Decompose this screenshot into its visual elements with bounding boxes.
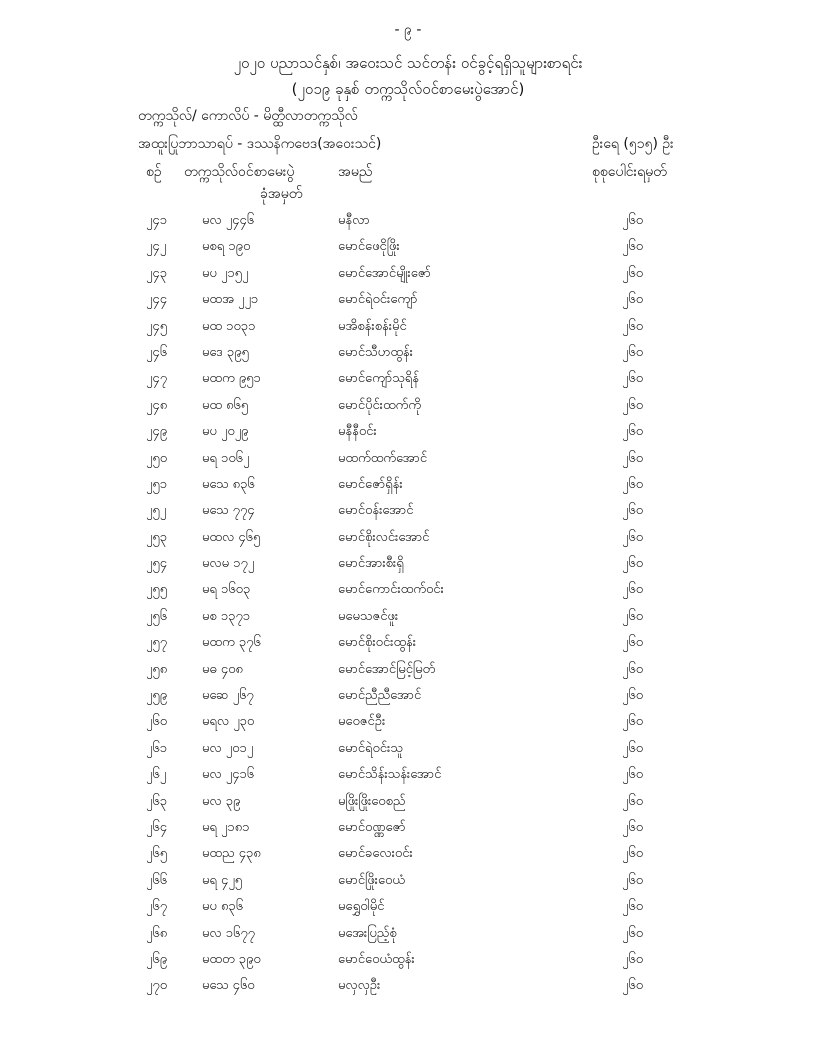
serial-number-cell: ၂၅၉ [146,688,168,704]
student-name-cell: မောင်ညီညီအောင် [338,688,422,704]
roll-number-cell: မလ ၃၉ [202,793,241,809]
table-row [0,238,816,264]
serial-number-cell: ၂၅၂ [146,503,167,519]
roll-number-cell: မဓ ၄၀၈ [202,661,243,677]
table-row [0,713,816,739]
table-row [0,423,816,449]
serial-number-cell: ၂၄၂ [146,239,167,255]
student-name-cell: မောင်သိန်းသန်းအောင် [338,767,442,783]
total-score-cell: ၂၆၀ [622,688,644,704]
serial-number-cell: ၂၅၁ [146,476,168,492]
roll-number-cell: မသေ ၈၃၆ [202,476,255,492]
table-row [0,951,816,977]
roll-number-cell: မပ ၂၁၅၂ [202,265,249,281]
serial-number-cell: ၂၆၃ [146,793,168,809]
table-row [0,977,816,1003]
student-list [0,212,816,1004]
total-score-cell: ၂၆၀ [622,529,644,545]
serial-number-cell: ၂၄၃ [146,265,168,281]
roll-number-cell: မပ ၈၃၆ [202,899,244,915]
total-score-cell: ၂၆၀ [622,793,644,809]
total-score-cell: ၂၆၀ [622,213,644,228]
document-title: ၂၀၂၀ ပညာသင်နှစ်၊ အဝေးသင် သင်တန်း ဝင်ခွင့်ရရှိသူများစာရင်း [233,54,583,72]
student-name-cell: မောင်ဝန်းအောင် [338,503,414,519]
column-header-total-score: စုစုပေါင်းရမှတ် [592,164,667,180]
university-line: တက္ကသိုလ်/ ကောလိပ် - မိတ္ထီလာတက္ကသိုလ် [138,108,358,124]
total-score-cell: ၂၆၀ [622,503,644,519]
total-score-cell: ၂၆၀ [622,899,644,915]
student-name-cell: မောင်ကောင်းထက်ဝင်း [338,582,444,598]
total-score-cell: ၂၆၀ [622,951,644,967]
table-row [0,476,816,502]
roll-number-cell: မထက ၃၇၆ [202,635,261,651]
roll-number-cell: မပ ၂၀၂၉ [202,424,249,440]
student-name-cell: မဖြိုးဖြိုးဝေစည် [338,793,406,809]
student-name-cell: မောင်ကျော်သုရိန် [338,371,419,387]
table-row [0,265,816,291]
student-name-cell: မောင်ဝေယံထွန်း [338,951,415,967]
serial-number-cell: ၂၄၁ [146,213,168,228]
roll-number-cell: မသေ ၄၆၀ [202,978,255,994]
roll-number-cell: မလ ၂၀၁၂ [202,740,254,756]
student-name-cell: မောင်အောင်မျိုးဇော် [338,265,431,281]
student-name-cell: မောင်ဇော်ရှိန်း [338,476,403,492]
serial-number-cell: ၂၄၈ [146,397,168,413]
table-row [0,793,816,819]
serial-number-cell: ၂၅၄ [146,556,168,572]
total-score-cell: ၂၆၀ [622,846,644,862]
total-score-cell: ၂၆၀ [622,239,644,255]
roll-number-cell: မထ ၈၆၅ [202,397,249,413]
serial-number-cell: ၂၅၅ [146,582,168,598]
serial-number-cell: ၂၆၄ [146,819,168,835]
table-row [0,608,816,634]
table-row [0,212,816,238]
serial-number-cell: ၂၄၆ [146,344,168,360]
table-row [0,925,816,951]
serial-number-cell: ၂၄၄ [146,292,168,308]
student-name-cell: မဝေဇင်ဦး [338,714,386,730]
student-name-cell: မလှလှဦး [338,978,381,994]
total-score-cell: ၂၆၀ [622,872,644,888]
student-name-cell: မရွှေဝါမိုင် [338,899,385,915]
student-name-cell: မောင်ဝဏ္ဏဇော် [338,819,406,835]
total-score-cell: ၂၆၀ [622,635,644,651]
roll-number-cell: မလ ၂၄၁၆ [202,767,255,783]
table-row [0,687,816,713]
serial-number-cell: ၂၆၁ [146,740,168,756]
roll-number-cell: မထက ၉၅၁ [202,371,261,387]
subject-line: အထူးပြုဘာသာရပ် - ဒဿနိကဗေဒ(အဝေးသင်) [138,136,382,152]
roll-number-cell: မစ ၁၃၇၁ [202,608,251,624]
total-score-cell: ၂၆၀ [622,608,644,624]
student-name-cell: မောင်စိုးဝင်းထွန်း [338,635,417,651]
roll-number-cell: မထည ၄၃၈ [202,846,261,862]
roll-number-cell: မရ ၄၂၅ [202,872,243,888]
roll-number-cell: မထတ ၃၉၀ [202,951,261,967]
serial-number-cell: ၂၆၀ [146,714,168,730]
page-number: - ၉ - [394,22,422,38]
student-name-cell: မနီလာ [338,213,370,228]
serial-number-cell: ၂၅၃ [146,529,168,545]
total-score-cell: ၂၆၀ [622,292,644,308]
serial-number-cell: ၂၅၇ [146,635,168,651]
student-name-cell: မောင်ဖေငိုဖြိုး [338,239,400,255]
table-row [0,845,816,871]
total-score-cell: ၂၆၀ [622,450,644,466]
student-name-cell: မနီနီဝင်း [338,424,377,440]
serial-number-cell: ၂၆၈ [146,925,168,941]
student-name-cell: မောင်ရဲဝင်းသူ [338,740,403,756]
serial-number-cell: ၂၄၅ [146,318,168,334]
total-score-cell: ၂၆၀ [622,556,644,572]
roll-number-cell: မရလ ၂၃၀ [202,714,255,730]
column-header-roll-number-sub: ခုံအမှတ် [260,186,303,202]
serial-number-cell: ၂၆၅ [146,846,168,862]
student-name-cell: မောင်အားစီးရှိ [338,556,404,572]
roll-number-cell: မလ ၂၄၄၆ [202,213,255,228]
total-score-cell: ၂၆၀ [622,740,644,756]
table-row [0,740,816,766]
serial-number-cell: ၂၅၈ [146,661,168,677]
table-row [0,872,816,898]
roll-number-cell: မထလ ၄၆၅ [202,529,261,545]
serial-number-cell: ၂၄၇ [146,371,168,387]
student-name-cell: မောင်ခလေးဝင်း [338,846,413,862]
total-score-cell: ၂၆၀ [622,476,644,492]
roll-number-cell: မရ ၁၆၀၃ [202,582,251,598]
serial-number-cell: ၂၆၉ [146,951,168,967]
student-name-cell: မောင်အောင်မြင့်မြတ် [338,661,436,677]
roll-number-cell: မထအ ၂၂၁ [202,292,259,308]
total-score-cell: ၂၆၀ [622,819,644,835]
student-name-cell: မောင်သီဟထွန်း [338,344,413,360]
table-row [0,661,816,687]
total-score-cell: ၂၆၀ [622,925,644,941]
column-header-serial: စဉ် [146,164,162,180]
roll-number-cell: မရ ၁၀၆၂ [202,450,250,466]
table-row [0,291,816,317]
total-score-cell: ၂၆၀ [622,661,644,677]
roll-number-cell: မလ ၁၆၇၇ [202,925,255,941]
table-row [0,819,816,845]
total-score-cell: ၂၆၀ [622,318,644,334]
table-row [0,344,816,370]
serial-number-cell: ၂၆၂ [146,767,167,783]
total-score-cell: ၂၆၀ [622,714,644,730]
roll-number-cell: မရ ၂၁၈၁ [202,819,250,835]
student-name-cell: မမေသဇင်ဖူး [338,608,399,624]
table-row [0,581,816,607]
table-row [0,318,816,344]
table-row [0,634,816,660]
table-row [0,898,816,924]
table-row [0,766,816,792]
roll-number-cell: မဆေ ၂၆၇ [202,688,254,704]
total-score-cell: ၂၆၀ [622,344,644,360]
total-score-cell: ၂၆၀ [622,424,644,440]
roll-number-cell: မစရ ၁၉၀ [202,239,251,255]
serial-number-cell: ၂၆၇ [146,899,168,915]
column-header-name: အမည် [338,164,373,180]
table-row [0,555,816,581]
total-count: ဦးရေ (၅၁၅) ဦး [592,136,674,152]
total-score-cell: ၂၆၀ [622,767,644,783]
roll-number-cell: မသေ ၇၇၄ [202,503,255,519]
column-header-roll-number: တက္ကသိုလ်ဝင်စာမေးပွဲ [184,164,295,180]
total-score-cell: ၂၆၀ [622,265,644,281]
total-score-cell: ၂၆၀ [622,397,644,413]
table-row [0,502,816,528]
table-row [0,529,816,555]
student-name-cell: မအေးပြည့်စုံ [338,925,397,941]
student-name-cell: မအိစန်းစန်းမိုင် [338,318,407,334]
roll-number-cell: မဒေ ၃၉၅ [202,344,249,360]
table-row [0,450,816,476]
total-score-cell: ၂၆၀ [622,371,644,387]
roll-number-cell: မလမ ၁၇၂ [202,556,255,572]
table-row [0,370,816,396]
serial-number-cell: ၂၅၀ [146,450,168,466]
student-name-cell: မထက်ထက်အောင် [338,450,428,466]
student-name-cell: မောင်ရဲဝင်းကျော် [338,292,418,308]
student-name-cell: မောင်ဖြိုးဝေယံ [338,872,405,888]
student-name-cell: မောင်စိုးလင်းအောင် [338,529,430,545]
total-score-cell: ၂၆၀ [622,582,644,598]
serial-number-cell: ၂၅၆ [146,608,168,624]
total-score-cell: ၂၆၀ [622,978,644,994]
serial-number-cell: ၂၄၉ [146,424,168,440]
student-name-cell: မောင်ပိုင်းထက်ကို [338,397,421,413]
document-subtitle: (၂၀၁၉ ခုနှစ် တက္ကသိုလ်ဝင်စာမေးပွဲအောင်) [291,80,525,98]
roll-number-cell: မထ ၁၀၃၁ [202,318,256,334]
serial-number-cell: ၂၇၀ [146,978,168,994]
serial-number-cell: ၂၆၆ [146,872,168,888]
table-row [0,397,816,423]
